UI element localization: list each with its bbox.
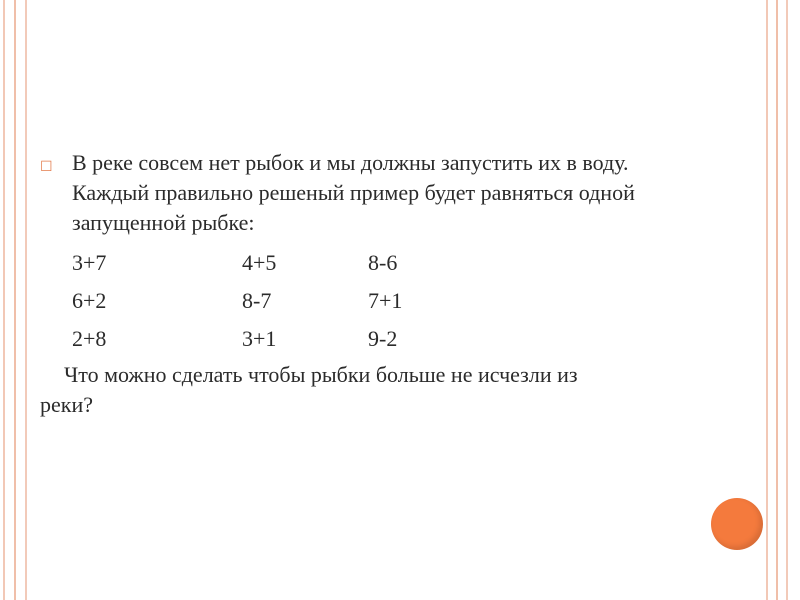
slide-content — [40, 148, 730, 420]
right-border-line — [786, 0, 788, 600]
problem-item: 4+5 — [242, 250, 277, 275]
question-paragraph: Что можно сделать чтобы рыбки больше не исчезли из реки? — [40, 362, 578, 417]
problem-row — [72, 282, 730, 320]
problem-item: 6+2 — [72, 288, 107, 313]
right-border-line — [776, 0, 778, 600]
left-border-line — [14, 0, 16, 600]
left-border-line — [3, 0, 5, 600]
problem-item: 9-2 — [368, 326, 398, 351]
problems-grid — [40, 244, 730, 358]
problem-item: 2+8 — [72, 326, 107, 351]
left-border-line — [25, 0, 27, 600]
problem-row — [72, 244, 730, 282]
intro-text: В реке совсем нет рыбок и мы должны запустить их в воду. Каждый правильно решеный пример будет равняться одной запущенной рыбке: — [72, 150, 635, 235]
problem-item: 3+7 — [72, 250, 107, 275]
problem-row — [72, 320, 730, 358]
right-border-line — [766, 0, 768, 600]
problem-item: 7+1 — [368, 288, 403, 313]
problem-item: 8-7 — [242, 288, 272, 313]
checkbox-bullet-icon: ☐ — [40, 159, 53, 175]
problem-item: 3+1 — [242, 326, 277, 351]
intro-paragraph — [40, 148, 692, 238]
accent-circle-icon — [711, 498, 763, 550]
problem-item: 8-6 — [368, 250, 398, 275]
